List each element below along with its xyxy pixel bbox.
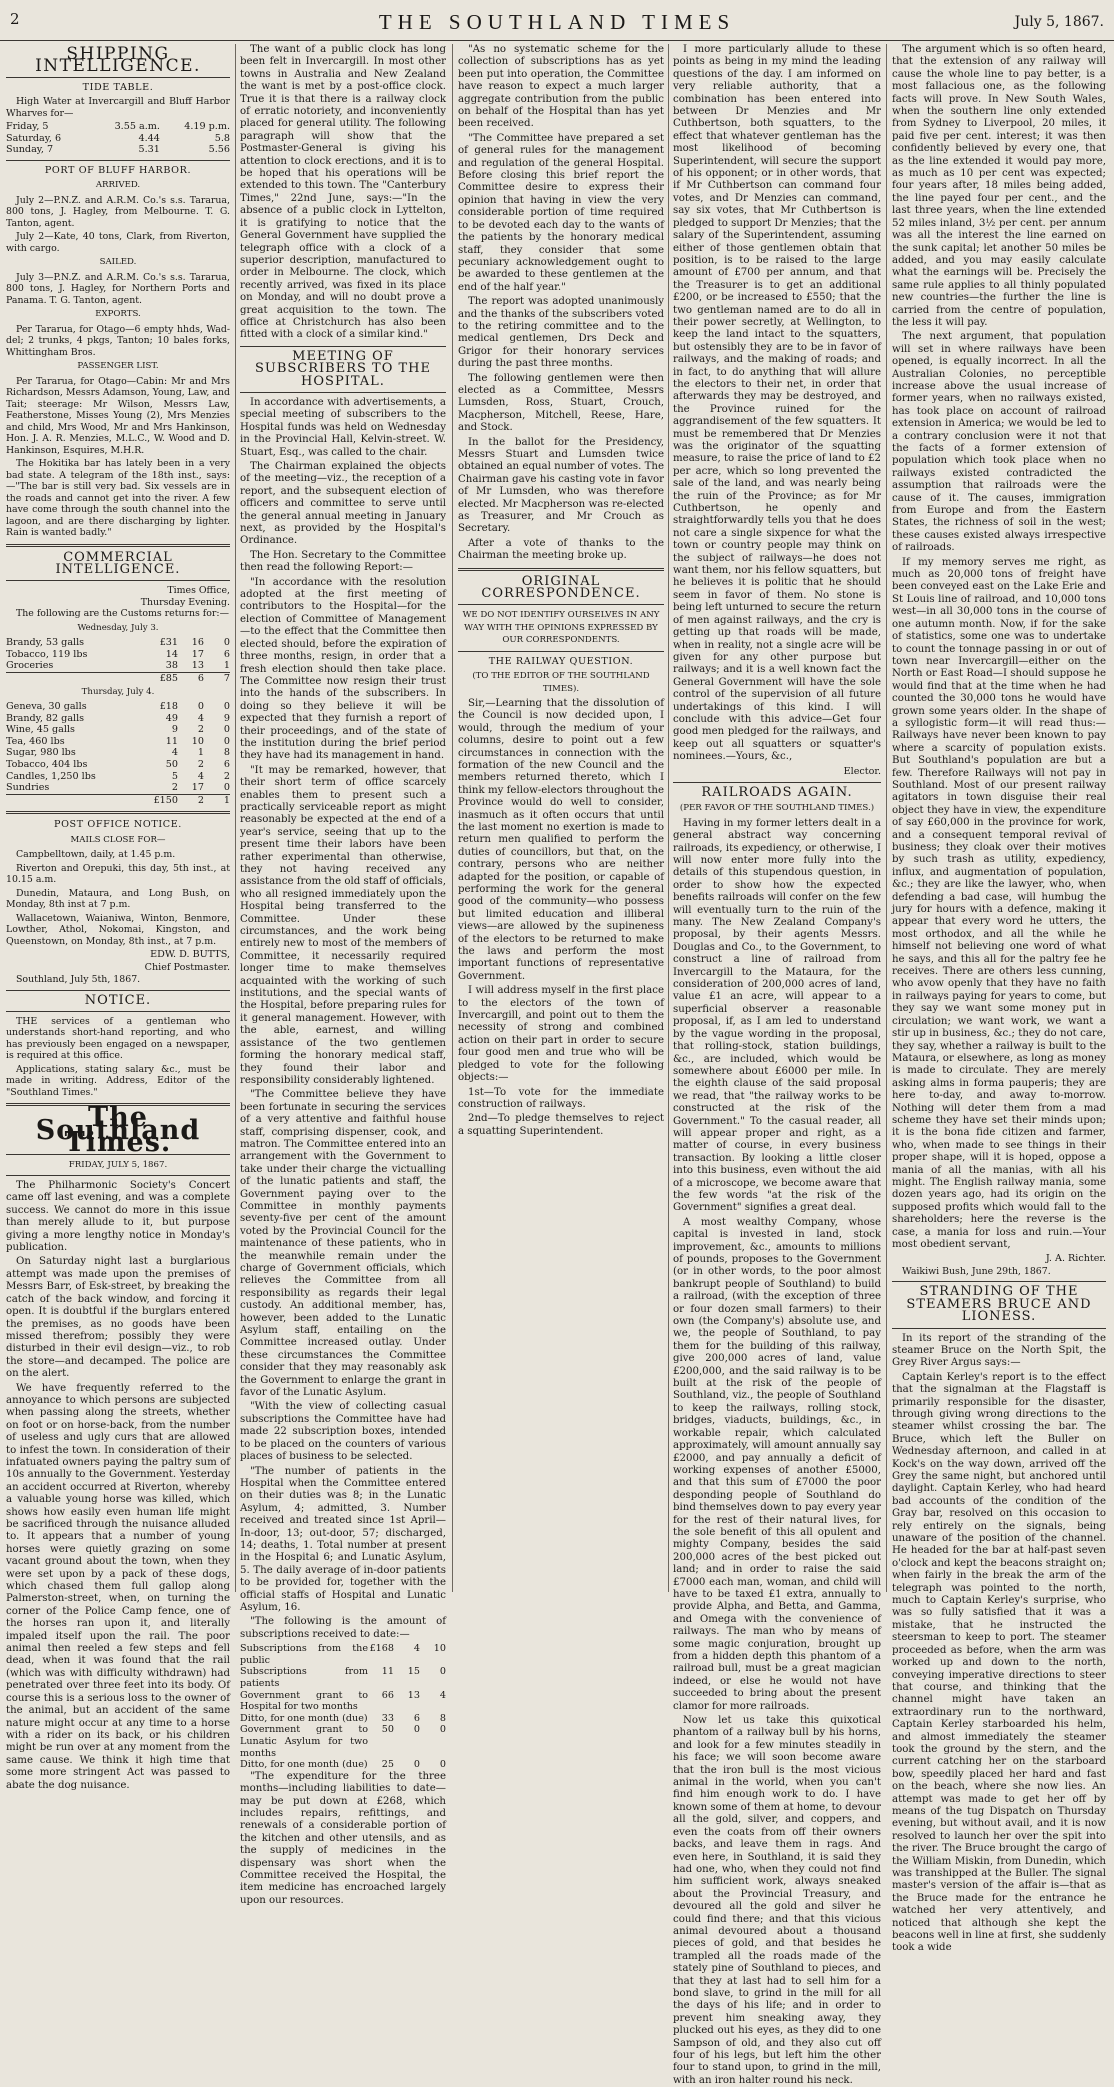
divider	[892, 1281, 1106, 1282]
tide-table	[6, 121, 230, 156]
letter-paragraph: A most wealthy Company, whose capital is invested in land, stock improvement, &c., amounts to millions of pounds, proposes to the Government (or in other words, to the poor almost bankrupt people of Southland) to build a railroad, (with the exception of three or four dozen small farmers) to their own (the Company's) absolute use, and we, the people of Southland, to pay them for the building of this railway, give 200,000 acres of land, value £200,000, and the said railway is to be built at the risk of the people of Southland, viz., the people of Southland to keep the railways, rolling stock, bridges, viaducts, buildings, &c., in workable repair, which calculated approximately, will amount annually say £2000, and pay annually a deficit of working expenses of another £5000, and that this sum of £7000 the poor desponding people of Southland do bind themselves down to pay every year for the rest of their natural lives, for the sole benefit of this all opulent and mighty Company, besides the said 200,000 acres of the best picked out land; and in order to raise the said £7000 each man, woman, and child will have to be taxed £1 extra, annually to provide Alpha, and Betta, and Gamma, and Omega with the convenience of railways. The man who by means of some magic conjuration, brought up from a hidden depth this phantom of a railroad bull, must be a great magician indeed, or else he would not have succeeded to bring about the present clamor for more railroads.	[673, 1216, 881, 1712]
row-amount: 4	[197, 770, 204, 782]
report-paragraph: The report was adopted unanimously and the thanks of the subscribers voted to the retiring committee and to the medical gentlemen, Drs Deck and Grigor for their honorary services during the past three months.	[458, 296, 664, 370]
tide-pm: 5.56	[208, 144, 230, 156]
tide-day: Saturday, 6	[6, 132, 62, 144]
report-paragraph: "In accordance with the resolution adopted at the first meeting of contributors to the Hospital—for the election of Committee of Management—to the effect that the Committee then elected should, before the expiration of three months, resign, in order that a fresh election should then take place. The Committee now resign their trust into the hands of the subscribers. In doing so they believe it will be expected that they furnish a report of their proceedings, and of the state of the institution during the brief period they have had its management in hand.	[240, 576, 446, 762]
row-label: Tea, 460 lbs	[6, 735, 65, 747]
row-amount: 6	[223, 648, 230, 660]
report-paragraph: After a vote of thanks to the Chairman the meeting broke up.	[458, 537, 664, 562]
row-label: Sugar, 980 lbs	[6, 747, 76, 759]
post-office-dateline: Southland, July 5th, 1867.	[16, 974, 141, 985]
row-amount: 0	[197, 701, 204, 713]
divider	[6, 580, 230, 581]
nameplate: The Southland Times.	[35, 1102, 201, 1159]
row-label: Ditto, for one month (due)	[240, 1759, 368, 1771]
row-label: Brandy, 82 galls	[6, 712, 85, 724]
newspaper-title: THE SOUTHLAND TIMES	[378, 10, 736, 34]
row-label: Geneva, 30 galls	[6, 701, 87, 713]
divider	[6, 990, 230, 991]
total-amount: 7	[223, 673, 230, 685]
article-paragraph: In its report of the stranding of the steamer Bruce on the North Spit, the Grey River Argus says:—	[892, 1332, 1106, 1369]
passenger-text: Per Tararua, for Otago—Cabin: Mr and Mrs Richardson, Messrs Adamson, Young, Law, and Tait; steerage: Mr Wilson, Messrs Law, Featherstone, Misses Young (2), Mrs Menzies and child, Mrs Wood, Mr and Mrs Hankinson, Hon. J. A. R. Menzies, M.L.C., W. Wood and D. Hankinson, Esquires, M.H.R.	[6, 375, 230, 456]
table-row	[240, 1724, 446, 1759]
customs-day-2: Thursday, July 4.	[81, 686, 155, 697]
row-amount: 0	[439, 1666, 446, 1678]
row-amount: 50	[165, 759, 178, 770]
railroads-again-heading: RAILROADS AGAIN.	[701, 784, 853, 800]
correspondence-heading: ORIGINAL CORRESPONDENCE.	[481, 573, 641, 602]
sailing-entry: July 3—P.N.Z. and A.R.M. Co.'s s.s. Tararua, 800 tons, J. Hagley, for Northern Ports and Panama. T. G. Tanton, agent.	[6, 271, 230, 306]
report-paragraph: "The number of patients in the Hospital when the Committee entered on their duties was 8; in the Lunatic Asylum, 4; admitted, 3. Number received and treated since 1st April—In-door, 13; out-door, 57; discharged, 14; deaths, 1. Total number at present in the Hospital 6; and Lunatic Asylum, 5. The daily average of in-door patients to be provided for, together with the official staffs of Hospital and Lunatic Asylum, 16.	[240, 1465, 446, 1613]
post-office-sub: MAILS CLOSE FOR—	[70, 834, 166, 845]
row-amount: 0	[223, 735, 230, 747]
customs-table-2	[6, 701, 230, 806]
railway-question-letter	[458, 698, 664, 1138]
editorial-paragraph: We have frequently referred to the annoyance to which persons are subjected when passing along the streets, whether on foot or on horse-back, from the number of useless and ugly curs that are allowed to infest the town. In consideration of their infatuated owners paying the paltry sum of 10s annually to the Government. Yesterday an accident occurred at Riverton, whereby a valuable young horse was killed, which shows how easily even human life might be sacrificed through the nuisance alluded to. It appears that a number of young horses were quietly grazing on some vacant ground about the town, when they were set upon by a pack of these dogs, which chased them full gallop along Palmerston-street, when, on turning the corner of the Police Camp fence, one of the horses ran upon it, and literally impaled itself upon the rail. The poor animal then reeled a few steps and fell dead, when it was found that the rail (which was with difficulty withdrawn) had penetrated over three feet into its body. Of course this is a serious loss to the owner of the animal, but an accident of the same nature might occur at any time to a horse with a rider on its back, or his children might be run over at any moment from the same cause. We think it high time that some more stringent Act was passed to abate the dog nuisance.	[6, 1382, 230, 1791]
column-rule	[886, 44, 887, 1592]
arrived-label: ARRIVED.	[95, 180, 141, 191]
editorial-paragraphs	[6, 1180, 230, 1792]
report-paragraph: "The Committee have prepared a set of general rules for the management and regulation of the general Hospital. Before closing this brief report the Committee desire to express their opinion that having in view the very considerable portion of time required to be devoted each day to the wants of the patients by the honorary medical staff, they consider that some pecuniary acknowledgement ought to be awarded to these gentlemen at the end of the half year."	[458, 132, 664, 293]
divider	[240, 392, 446, 393]
notice-heading: NOTICE.	[84, 992, 152, 1008]
letter-paragraph: If my memory serves me right, as much as 20,000 tons of freight have been conveyed east on the Lake Erie and St Louis line of railroad, and 10,000 tons west—in all 30,000 tons in the course of one autumn month. Now, if for the sake of statistics, some one was to undertake to count the tonnage passing in or out of town near Invercargill—either on the North or East Road—I should suppose he would find that at the time when he had counted the 30,000 tons he would have grown some years older. In the shape of a syllogistic form—it will read thus:—Railways have never been known to pay where a scarcity of population exists. But Southland's population are but a few. Therefore Railways will not pay in Southland. Most of our present railway agitators in town disguise their real object they have in view, the expenditure of say £60,000 in the province for work, and a consequent temporal revival of business; they cloak over their motives by such trash as utility, expediency, influx, and augmentation of population, &c.; they are like the lawyer, who, when defending a bad case, will humbug the jury for hours with a defence, making it appear that every word he utters, the most orthodox, and all the while he himself not believing one word of what he says, and this all for the paltry fee he receives. There are others less cunning, who avow openly that they have no faith in railways paying for years to come, but they say we want some money put in circulation; we want work, we want a stir up in business, &c.; they do not care, they say, whether a railway is built to the Mataura, or elsewhere, as long as money is made to circulate. They are merely asking alms in forma pauperis; they are here to-day, and away to-morrow. Nothing will deter them from a mad scheme they have set their minds upon; it is the bona fide citizen and farmer, who, when made to see things in their proper shape, will it is hoped, oppose a mania of all the manias, with all his might. The English railway mania, some dozen years ago, had its origin on the supposed profits which would fall to the shareholders; here the reverse is the case, a mania for loss and ruin.—Your most obedient servant,	[892, 556, 1106, 1250]
letter-paragraph: Sir,—Learning that the dissolution of the Council is now decided upon, I would, through the medium of your columns, desire to point out a few circumstances in connection with the formation of the new Council and the members returned thereto, which I think my fellow-electors throughout the Province would do well to consider, inasmuch as it often occurs that until the last moment no exertion is made to return men qualified to perform the duties of councillors, but that, on the contrary, persons who are neither adapted for the position, or capable of performing the work for the general good of the community—who possess but limited education and illiberal views—are allowed by the supineness of the electors to be returned to make the laws and perform the most important functions of representative Government.	[458, 697, 664, 982]
row-label: Wine, 45 galls	[6, 724, 75, 736]
row-amount: 1	[223, 660, 230, 672]
row-amount: 8	[439, 1712, 446, 1724]
row-amount: 9	[171, 724, 178, 736]
row-label: Sundries	[6, 782, 50, 794]
tide-intro: High Water at Invercargill and Bluff Harbor Wharves for—	[6, 96, 230, 119]
stranding-heading: STRANDING OF THE STEAMERS BRUCE AND LIONESS.	[906, 1284, 1092, 1325]
mail-entry: Dunedin, Mataura, and Long Bush, on Monday, 8th inst at 7 p.m.	[6, 887, 230, 911]
column-rule	[668, 44, 669, 1592]
divider	[6, 811, 230, 814]
shipping-heading: SHIPPING INTELLIGENCE.	[35, 44, 201, 77]
total-amount: £150	[153, 794, 178, 806]
report-paragraph: The Hon. Secretary to the Committee then read the following Report:—	[240, 549, 446, 574]
tide-am: 4.44	[138, 132, 160, 144]
mail-entry: Campbelltown, daily, at 1.45 p.m.	[16, 849, 176, 861]
row-amount: 2	[171, 782, 178, 794]
running-head	[0, 0, 1114, 41]
mail-entry: Riverton and Orepuki, this day, 5th inst., at 10.15 a.m.	[6, 862, 230, 886]
table-row	[240, 1759, 446, 1771]
column-1	[6, 44, 230, 1791]
letter-paragraph: The argument which is so often heard, that the extension of any railway will cause the whole line to pay better, is a most fallacious one, as the following facts will prove. In New South Wales, when the southern line only extended from Sydney to Liverpool, 20 miles, it paid five per cent. interest; it was then confidently believed by every one, that as the line extended it would pay more, as much as 10 per cent was expected; four years after, 18 miles being added, the line payed four per cent., and the last three years, when the line extended 52 miles inland, 3½ per cent. per annum was all the interest the line earned on the sunk capital; let another 50 miles be added, and you may easily calculate what the earnings will be. Precisely the same rule applies to all thinly populated new countries—the further the line is carried from the centre of population, the less it will pay.	[892, 44, 1106, 328]
total-row	[6, 794, 230, 806]
sailed-label: SAILED.	[99, 257, 137, 268]
column-4	[673, 44, 882, 2086]
divider	[240, 346, 446, 347]
row-label: Subscriptions from the public	[240, 1643, 368, 1666]
total-spacer	[6, 794, 152, 806]
row-amount: 0	[413, 1759, 420, 1771]
divider	[6, 1011, 230, 1012]
total-amount: 6	[197, 673, 204, 685]
railway-question-signature: Elector.	[843, 765, 881, 777]
divider	[673, 782, 881, 783]
row-amount: 50	[381, 1724, 394, 1736]
sailed-list	[6, 272, 230, 307]
table-row	[240, 1666, 446, 1689]
row-amount: 0	[223, 701, 230, 713]
editorial-date: FRIDAY, JULY 5, 1867.	[68, 1159, 168, 1170]
subscriptions-table	[240, 1643, 446, 1771]
row-amount: 0	[439, 1724, 446, 1736]
railroads-again-signature: J. A. Richter.	[1045, 1253, 1106, 1265]
table-row	[6, 759, 230, 771]
row-amount: 2	[197, 724, 204, 736]
column-2	[240, 44, 446, 1906]
row-label: Groceries	[6, 660, 54, 672]
row-amount: 0	[223, 724, 230, 736]
exports-text: Per Tararua, for Otago—6 empty hhds, Wad-del; 2 trunks, 4 pkgs, Tanton; 10 bales forks, Whittingham Bros.	[6, 323, 230, 358]
hospital-heading: MEETING OF SUBSCRIBERS TO THE HOSPITAL.	[254, 348, 432, 389]
railroads-again-continued	[892, 44, 1106, 1251]
row-amount: 11	[381, 1666, 394, 1678]
office-line: Times Office,	[167, 585, 230, 597]
tide-row	[6, 133, 230, 145]
row-amount: 9	[223, 712, 230, 724]
table-row	[6, 649, 230, 661]
tide-day: Friday, 5	[6, 121, 49, 133]
divider	[6, 544, 230, 547]
row-amount: 0	[223, 637, 230, 649]
report-paragraph: "The following is the amount of subscriptions received to date:—	[240, 1616, 446, 1640]
editorial-paragraph: On Saturday night last a burglarious attempt was made upon the premises of Messrs Barr, of Esk-street, by breaking the catch of the back window, and forcing it open. It is doubtful if the burglars entered the premises, as no goods have been missed therefrom; possibly they were disturbed in their evil design—viz., to rob the store—and decamped. The police are on the alert.	[6, 1256, 230, 1380]
tide-pm: 5.8	[214, 132, 230, 144]
letter-paragraph: 1st—To vote for the immediate construction of railways.	[458, 1086, 664, 1110]
divider	[6, 160, 230, 161]
row-amount: 2	[223, 770, 230, 782]
table-row	[6, 637, 230, 649]
table-row	[6, 747, 230, 759]
row-amount: 4	[171, 747, 178, 759]
divider	[892, 1328, 1106, 1329]
row-label: Subscriptions from patients	[240, 1666, 368, 1689]
table-row	[6, 782, 230, 794]
railroads-again-sub: (PER FAVOR OF THE SOUTHLAND TIMES.)	[679, 803, 875, 814]
table-row	[6, 736, 230, 748]
report-paragraph: "It may be remarked, however, that their short term of office scarcely enables them to present such a practically serviceable report as might reasonably be expected at the end of a year's service, seeing that up to the present time their labors have been rather experimental than otherwise, they not having received any assistance from the old staff of officials, who all resigned immediately upon the Hospital being transferred to the Committee. Under these circumstances, and the work being entirely new to most of the members of Committee, it necessarily required longer time to make themselves acquainted with the working of such institutions, and the special wants of the Hospital, before preparing rules for it general management. However, with the able, earnest, and willing assistance of the two gentlemen forming the honorary medical staff, they found their labor and responsibility considerably lightened.	[240, 764, 446, 1086]
correspondence-disclaimer: WE DO NOT IDENTIFY OURSELVES IN ANY WAY WITH THE OPINIONS EXPRESSED BY OUR CORRESPONDENTS.	[462, 610, 660, 646]
row-amount: £31	[159, 637, 178, 649]
railway-question-sub: (TO THE EDITOR OF THE SOUTHLAND TIMES).	[472, 671, 650, 694]
row-amount: 6	[223, 759, 230, 770]
tide-pm: 4.19 p.m.	[184, 121, 230, 133]
letter-paragraph: 2nd—To pledge themselves to reject a squatting Superintendent.	[458, 1113, 664, 1137]
divider	[6, 1175, 230, 1176]
page-number: 2	[10, 10, 20, 28]
row-amount: 2	[197, 759, 204, 770]
column-3	[458, 44, 664, 1592]
postmaster-title: Chief Postmaster.	[144, 961, 230, 973]
report-paragraph: The Chairman explained the objects of the meeting—viz., the reception of a report, and the subsequent election of officers and committee to serve until the general annual meeting in January next, as provided by the Hospital's Ordinance.	[240, 461, 446, 547]
total-spacer	[6, 673, 152, 685]
post-office-list	[6, 849, 230, 947]
row-label: Brandy, 53 galls	[6, 637, 85, 649]
report-paragraph: "As no systematic scheme for the collection of subscriptions has as yet been put into operation, the Committee have reason to expect a much larger aggregate contribution from the public on behalf of the Hospital than has yet been received.	[458, 44, 664, 130]
hokitika-paragraph: The Hokitika bar has lately been in a very bad state. A telegram of the 18th inst., says:—"The bar is still very bad. Six vessels are in the roads and cannot get into the river. A few have come through the south channel into the lagoon, and are there discharging by lighter. Rain is wanted badly."	[6, 458, 230, 539]
row-label: Tobacco, 404 lbs	[6, 759, 88, 770]
report-paragraph: "With the view of collecting casual subscriptions the Committee have had made 22 subscription boxes, intended to be placed on the counters of various places of business to be selected.	[240, 1401, 446, 1463]
tide-am: 5.31	[138, 144, 160, 156]
exports-label: EXPORTS.	[95, 309, 141, 320]
table-row	[6, 724, 230, 736]
row-amount: 11	[165, 735, 178, 747]
row-label: Ditto, for one month (due)	[240, 1712, 368, 1724]
row-amount: 17	[191, 648, 204, 660]
commercial-heading: COMMERCIAL INTELLIGENCE.	[55, 549, 181, 577]
table-row	[240, 1713, 446, 1725]
table-row	[6, 713, 230, 725]
railroads-again-dateline: Waikiwi Bush, June 29th, 1867.	[902, 1265, 1051, 1277]
railroads-again-letter	[673, 818, 881, 2087]
divider	[458, 568, 664, 571]
row-amount: 15	[407, 1666, 420, 1678]
total-amount: 1	[223, 794, 230, 806]
customs-table-1	[6, 637, 230, 684]
table-row	[6, 771, 230, 783]
total-row	[6, 673, 230, 685]
report-paragraph: The following gentlemen were then elected as a Committee, Messrs Lumsden, Ross, Stuart, Crouch, Macpherson, Mitchell, Reese, Hare, and Stock.	[458, 372, 664, 434]
report-paragraph: In the ballot for the Presidency, Messrs Stuart and Lumsden twice obtained an equal number of votes. The Chairman gave his casting vote in favor of Mr Lumsden, who was therefore elected. Mr Macpherson was re-elected as Treasurer, and Mr Crouch as Secretary.	[458, 436, 664, 535]
row-amount: 25	[381, 1759, 394, 1771]
row-amount: 66	[381, 1689, 394, 1701]
notice-body: THE services of a gentleman who understands short-hand reporting, and who has previously been engaged on a newspaper, is required at this office.	[6, 1015, 230, 1062]
notice-apply: Applications, stating salary &c., must be made in writing. Address, Editor of the "Southland Times."	[6, 1063, 230, 1098]
divider	[458, 651, 664, 652]
report-paragraph: In accordance with advertisements, a special meeting of subscribers to the Hospital funds was held on Wednesday in the Provincial Hall, Kelvin-street. W. Stuart, Esq., was called to the chair.	[240, 396, 446, 458]
hospital-report-continued	[458, 44, 664, 563]
row-amount: 0	[439, 1759, 446, 1771]
row-amount: 33	[381, 1712, 394, 1724]
stranding-article	[892, 1333, 1106, 1955]
row-label: Tobacco, 119 lbs	[6, 648, 88, 660]
hospital-report	[240, 397, 446, 1641]
row-amount: 6	[413, 1712, 420, 1724]
mail-entry: Wallacetown, Waianiwa, Winton, Benmore, Lowther, Athol, Nokomai, Kingston, and Queenstown, on Monday, 8th inst., at 7 p.m.	[6, 912, 230, 947]
issue-date: July 5, 1867.	[1014, 14, 1104, 30]
table-row	[6, 701, 230, 713]
row-amount: 14	[165, 648, 178, 660]
row-amount: 1	[197, 747, 204, 759]
post-office-heading: POST OFFICE NOTICE.	[54, 819, 182, 831]
column-rule	[235, 44, 236, 1592]
port-heading: PORT OF BLUFF HARBOR.	[44, 165, 192, 176]
arrived-list	[6, 195, 230, 255]
row-amount: 5	[171, 770, 178, 782]
report-paragraph: "The Committee believe they have been fortunate in securing the services of a very attentive and faithful house staff, comprising dispenser, cook, and matron. The Committee entered into an arrangement with the Government to take under their charge the victualling of the lunatic patients and staff, the Government paying over to the Committee in monthly payments seventy-five per cent of the amount voted by the Provincial Council for the maintenance of these patients, who in the meanwhile remain under the charge of Government officials, which relieves the Committee from all responsibility as regards their legal custody. An additional member, has, however, been added to the Lunatic Asylum staff, entailing on the Committee increased outlay. Under these circumstances the Committee consider that they may reasonably ask the Government to enlarge the grant in favor of the Lunatic Asylum.	[240, 1089, 446, 1399]
letter-paragraph: The next argument, that population will set in where railways have been opened, is equally incorrect. In all the Australian Colonies, no perceptible increase above the usual increase of former years, when no railways existed, has took place on account of railroad extension in America; we would be led to a contrary conclusion were it not that the facts of a former extension of population which took place when no railways existed contradicted the assumption that railroads were the cause of it. The causes, immigration from Europe and from the Eastern States, the richness of soil in the west; these causes existed always irrespective of railroads.	[892, 331, 1106, 554]
row-amount: 49	[165, 712, 178, 724]
railway-question-continued	[673, 44, 881, 764]
letter-paragraph: I more particularly allude to these points as being in my mind the leading questions of the day. I am informed on very reliable authority, that a combination has been entered into between Dr Menzies and Mr Cuthbertson, both squatters, to the effect that whatever gentleman has the most likelihood of becoming Superintendent, will secure the support of his opponent; or in other words, that if Mr Cuthbertson can command four votes, and Dr Menzies can command, say six votes, that Mr Cuthbertson is pledged to support Dr Menzies; that the salary of the Superintendent, assuming either of those gentlemen obtain that position, is to be raised to the large amount of £700 per annum, and that the Treasurer is to get an additional £200, or be increased to £550; that the two gentleman named are to do all in their power secretly, at Wellington, to keep the land intact to the squatters, but ostensibly they are to be in favor of railways, and the making of roads; and in fact, to do anything that will allure the electors to their net, in order that afterwards they may be destroyed, and the Province ruined for the aggrandisement of the few squatters. It must be remembered that Dr Menzies was the originator of the squatting measure, to raise the price of land to £2 per acre, which so long prevented the sale of the land, and was nearly being the ruin of the Province; as for Mr Cuthbertson, he openly and straightforwardly tells you that he does not care a single sixpence for what the town or country people may think on the subject of railways—he does not want them, nor his fellow squatters, but he believes it is politic that he should seem in favor of them. No stone is being left unturned to secure the return of men against railways, and the cry is getting up that roads will be made, when in reality, not a single acre will be given for any other purpose but railways; and it is a well known fact the General Government will have the sole control of the supervision of all future undertakings of this kind. I will conclude with this advice—Get four good men pledged for the railways, and keep out all squatters or squatter's nominees.—Yours, &c.,	[673, 44, 881, 763]
customs-intro: The following are the Customs returns for:—	[16, 608, 229, 620]
table-row	[240, 1643, 446, 1666]
column-rule	[452, 44, 453, 1592]
expenditure-paragraph: "The expenditure for the three months—including liabilities to date—may be put down at £268, which includes repairs, refittings, and renewals of a considerable portion of the kitchen and other utensils, and as the supply of medicines in the dispensary was short when the Committee received the Hospital, the item medicine has encroached largely upon our resources.	[240, 1770, 446, 1906]
row-amount: 13	[407, 1689, 420, 1701]
postmaster-signature: EDW. D. BUTTS,	[150, 949, 230, 961]
row-amount: 4	[197, 712, 204, 724]
row-amount: 38	[165, 660, 178, 672]
row-amount: 0	[413, 1724, 420, 1736]
row-label: Government grant to Lunatic Asylum for two months	[240, 1724, 368, 1759]
row-label: Government grant to Hospital for two months	[240, 1689, 368, 1713]
total-amount: 2	[197, 794, 204, 806]
office-evening: Thursday Evening.	[140, 596, 230, 608]
editorial-paragraph: The Philharmonic Society's Concert came off last evening, and was a complete success. We cannot do more in this issue than merely allude to it, but purpose giving a more lengthy notice in Monday's publication.	[6, 1180, 230, 1254]
row-amount: £168	[369, 1643, 394, 1655]
tide-row	[6, 121, 230, 133]
row-amount: 17	[191, 782, 204, 794]
tide-day: Sunday, 7	[6, 144, 54, 156]
row-amount: 10	[433, 1643, 446, 1655]
row-amount: 8	[223, 747, 230, 759]
tide-am: 3.55 a.m.	[114, 121, 160, 133]
row-amount: 13	[191, 660, 204, 672]
column-5	[892, 44, 1106, 1954]
letter-paragraph: Now let us take this quixotical phantom of a railway bull by his horns, and look for a few minutes steadily in his face; we will soon become aware that the iron bull is the most vicious animal in the world, when you can't find him enough work to do. I have known some of them at home, to devour all the gold, silver, and coppers, and even the coats from off their owners backs, and leave them in rags. And even here, in Southland, it is said they had one, who, when they could not find him sufficient work, always sneaked about the Provincial Treasury, and devoured all the gold and silver he could find there; and that this vicious animal devoured about a thousand pieces of gold, and that besides he trampled all the roads made of the stately pine of Southland to pieces, and that they at last had to sell him for a bond slave, to grind in the mill for all the days of his life; and in order to prevent him sneaking away, they plucked out his eyes, as they did to one Sampson of old, and they also cut off four of his legs, but left him the other four to stand upon, to grind in the mill, with an iron halter round his neck.	[673, 1715, 882, 2086]
tide-row	[6, 144, 230, 156]
row-amount: 0	[223, 782, 230, 794]
table-row	[6, 660, 230, 672]
row-label: Candles, 1,250 lbs	[6, 770, 96, 782]
tide-table-heading: TIDE TABLE.	[82, 81, 154, 93]
passenger-label: PASSENGER LIST.	[77, 361, 159, 372]
divider	[458, 604, 664, 605]
row-amount: £18	[159, 701, 178, 713]
total-amount: £85	[159, 673, 178, 685]
arrival-entry: July 2—P.N.Z. and A.R.M. Co.'s s.s. Tararua, 800 tons, J. Hagley, from Melbourne. T. G. Tanton, agent.	[6, 194, 230, 229]
customs-day-1: Wednesday, July 3.	[77, 622, 159, 633]
arrival-entry: July 2—Kate, 40 tons, Clark, from Riverton, with cargo.	[6, 231, 230, 254]
article-paragraph: Captain Kerley's report is to the effect that the signalman at the Flagstaff is primarily responsible for the disaster, through giving wrong directions to the steamer whilst crossing the bar. The Bruce, which left the Buller on Wednesday afternoon, and called in at Kock's on the way down, arrived off the Grey the same night, but anchored until daylight. Captain Kerley, who had heard bad accounts of the condition of the Gray bar, resolved on this occasion to rely entirely on the signals, being unaware of the position of the channel. He headed for the bar at half-past seven o'clock and kept the beacons straight on; when fairly in the break the arm of the telegraph was pointed to the north, much to Captain Kerley's surprise, who was so fully satisfied that it was a mistake, that he instructed the steersman to keep to port. The steamer proceeded as before, when the arm was worked up and down to the north, conveying imperative directions to steer that course, and thinking that the channel might have taken an extraordinary run to the northward, Captain Kerley starboarded his helm, and almost immediately the steamer took the ground by the stern, and the current catching her on the starboard bow, speedily placed her hard and fast on the beach, where she now lies. An attempt was made to get her off by means of the tug Dispatch on Thursday evening, but without avail, and it is now resolved to launch her over the spit into the river. The Bruce brought the cargo of the William Miskin, from Dunedin, which was transhipped at the Buller. The signal master's version of the affair is—that as the Bruce made for the entrance he watched her very attentively, and noticed that although she kept the beacons well in line at first, she suddenly took a wide	[892, 1371, 1106, 1954]
row-amount: 4	[439, 1689, 446, 1701]
table-row	[240, 1690, 446, 1713]
letter-paragraph: Having in my former letters dealt in a general abstract way concerning railroads, its expediency, or otherwise, I will now enter more fully into the details of this stupendous question, in order to show how the expected benefits railroads will confer on the few will eventually turn to the ruin of the many. The New Zealand Company's proposal, by their agents Messrs. Douglas and Co., to the Government, to construct a line of railroad from Invercargill to the Mataura, for the consideration of 200,000 acres of land, value £1 an acre, will appear to a superficial observer a reasonable proposal, if, as I am led to understand by the vague wording in the proposal, that rolling-stock, station buildings, &c., are included, which would be somewhere about £6000 per mile. In the eighth clause of the said proposal we read, that "the railway works to be constructed at the risk of the Government." To the casual reader, all will appear proper and right, as a matter of course, in every business transaction. By looking a little closer into this business, even without the aid of a microscope, we become aware that the few words "at the risk of the Government" signifies a great deal.	[673, 817, 881, 1214]
railway-question-heading: THE RAILWAY QUESTION.	[488, 655, 634, 667]
divider	[6, 77, 230, 78]
row-amount: 4	[413, 1643, 420, 1655]
clock-paragraph: The want of a public clock has long been felt in Invercargill. In most other towns in Australia and New Zealand the want is met by a post-office clock. True it is that there is a railway clock of erratic notoriety, and inconveniently placed for general utility. The following paragraph will show that the Postmaster-General is giving his attention to clock erections, and it is to be hoped that his operations will be extended to this town. The "Canterbury Times," 22nd June, says:—"In the absence of a public clock in Lyttelton, it is gratifying to notice that the General Government have supplied the telegraph office with a clock of a superior description, manufactured to order in Melbourne. The clock, which recently arrived, was fixed in its place on Monday, and will no doubt prove a great acquisition to the town. The office at Christchurch has also been fitted with a clock of a similar kind."	[240, 44, 446, 341]
letter-paragraph: I will address myself in the first place to the electors of the town of Invercargill, and point out to them the necessity of strong and combined action on their part in order to secure four good men and true who will be pledged to vote for the following objects:—	[458, 985, 664, 1084]
row-amount: 10	[191, 735, 204, 747]
row-amount: 16	[191, 637, 204, 649]
